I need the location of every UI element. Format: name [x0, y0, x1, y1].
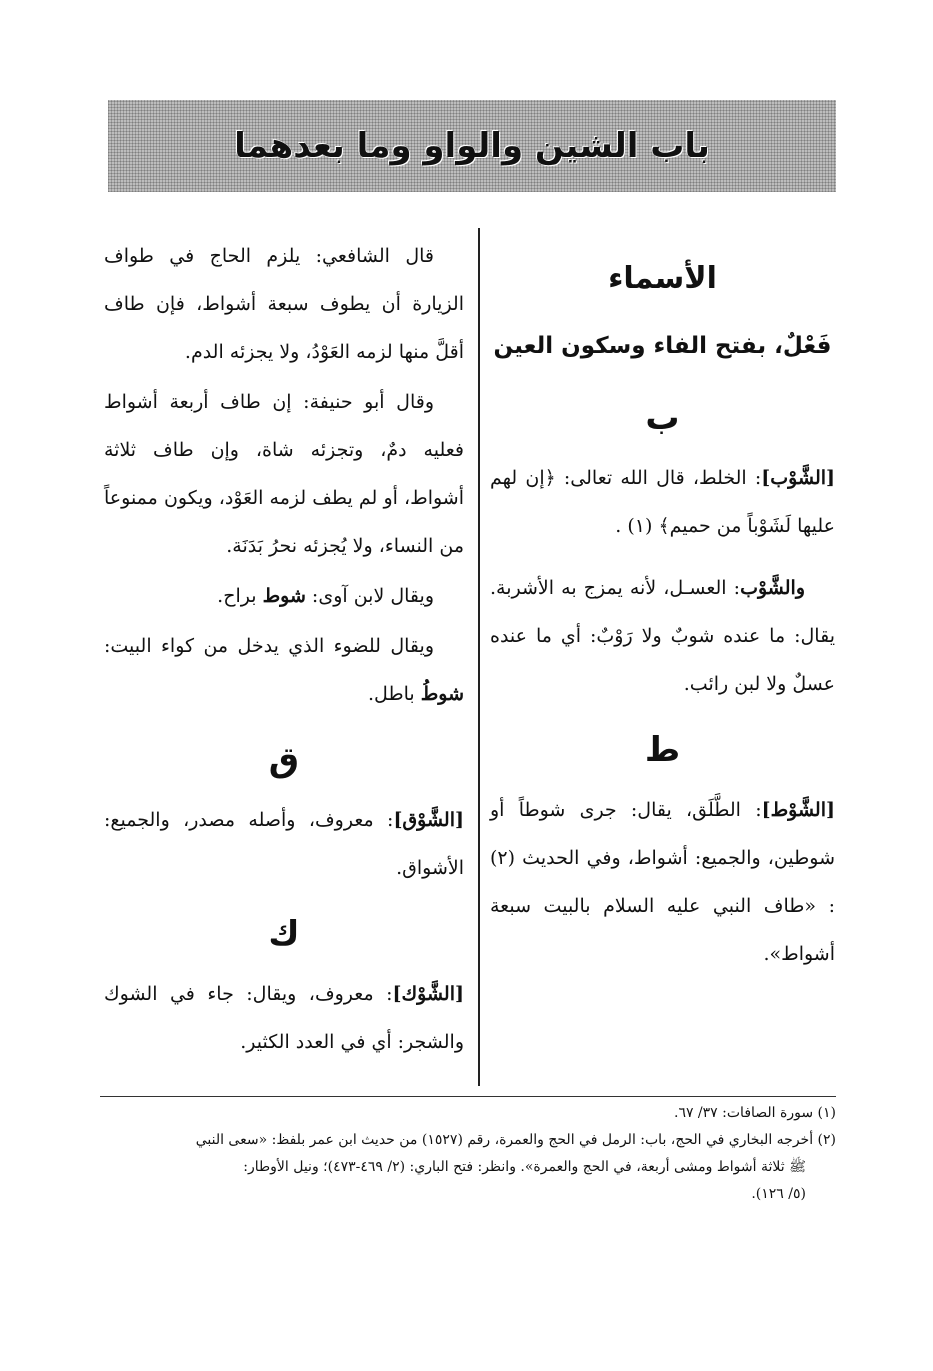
paragraph-ibn-awa: ويقال لابن آوى: شوط براح. — [217, 585, 434, 607]
entry-text: : معروف، ويقال: جاء في الشوك والشجر: أي في العدد الكثير. — [104, 983, 464, 1053]
entry-text: : الطَّلَق، يقال: جرى شوطاً أو شوطين، والجميع: أشواط، وفي الحديث (٢) : «طاف النبي عليه السلام بالبيت سبعة أشواط». — [490, 799, 835, 965]
footnote-2-line-2: ﷺ ثلاثة أشواط ومشى أربعة، في الحج والعمرة». وانظر: فتح الباري: (٢/ ٤٦٩-٤٧٣)؛ ونيل الأوطار: — [243, 1159, 806, 1175]
footnote-2-line-1: (٢) أخرجه البخاري في الحج، باب: الرمل في الحج والعمرة، رقم (١٥٢٧) من حديث ابن عمر بلفظ: «سعى النبي — [195, 1132, 836, 1148]
letter-heading-b: ب — [645, 398, 680, 438]
entry-text: : معروف، وأصله مصدر، والجميع: الأشواق. — [104, 809, 464, 879]
paragraph-abu-hanifa: وقال أبو حنيفة: إن طاف أربعة أشواط فعليه دمٌ، وتجزئه شاة، وإن طاف ثلاثة أشواط، أو لم يطف لزمه العَوْد، ويكون ممنوعاً من النساء، ولا يُجزئه نحرُ بَدَنَة. — [104, 391, 464, 557]
letter-heading-k: ك — [268, 914, 300, 954]
entry-term: [الشَّوْب] — [761, 467, 835, 489]
entry-term: [الشَّوْط] — [761, 799, 835, 821]
chapter-banner — [108, 100, 836, 192]
entry-shawb-honey — [490, 564, 835, 708]
footnote-rule — [100, 1096, 836, 1097]
letter-heading-q: ق — [268, 740, 300, 780]
entry-term: شوط — [262, 585, 306, 607]
footnotes — [100, 1100, 836, 1208]
entry-text: : العسـل، لأنه يمزج به الأشربة. يقال: ما عنده شوبٌ ولا رَوْبٌ: أي ما عنده عسلٌ ولا لبن رائب. — [490, 577, 835, 695]
entry-text: : الخلط، قال الله تعالى: ﴿إن لهم عليها لَشَوْباً من حميم﴾ (١) . — [490, 467, 835, 537]
letter-heading-t: ط — [644, 730, 681, 770]
entry-shawb — [490, 454, 835, 550]
paragraph-shafii: قال الشافعي: يلزم الحاج في طواف الزيارة أن يطوف سبعة أشواط، فإن طاف أقلَّ منها لزمه العَوْدُ، ولا يجزئه الدم. — [104, 245, 464, 363]
pattern-heading: فَعْلٌ، بفتح الفاء وسكون العين — [493, 333, 832, 359]
column-divider — [478, 228, 480, 1086]
left-column — [104, 232, 464, 1066]
footnote-2-line-3: (٥/ ١٢٦). — [751, 1186, 806, 1202]
chapter-title: باب الشين والواو وما بعدهما — [234, 126, 710, 166]
right-column — [490, 232, 835, 978]
paragraph-light: ويقال للضوء الذي يدخل من كواء البيت: شوطُ باطل. — [104, 635, 464, 705]
entry-shawq — [104, 796, 464, 892]
entry-term: [الشَّوْق] — [393, 809, 464, 831]
entry-term: والشَّوْب — [740, 577, 805, 599]
footnote-1: (١) سورة الصافات: ٣٧/ ٦٧. — [673, 1105, 836, 1121]
entry-shawk — [104, 970, 464, 1066]
entry-shawt — [490, 786, 835, 978]
entry-term: شوطُ — [420, 683, 464, 705]
entry-term: [الشَّوْك] — [392, 983, 464, 1005]
section-heading: الأسماء — [608, 261, 717, 296]
